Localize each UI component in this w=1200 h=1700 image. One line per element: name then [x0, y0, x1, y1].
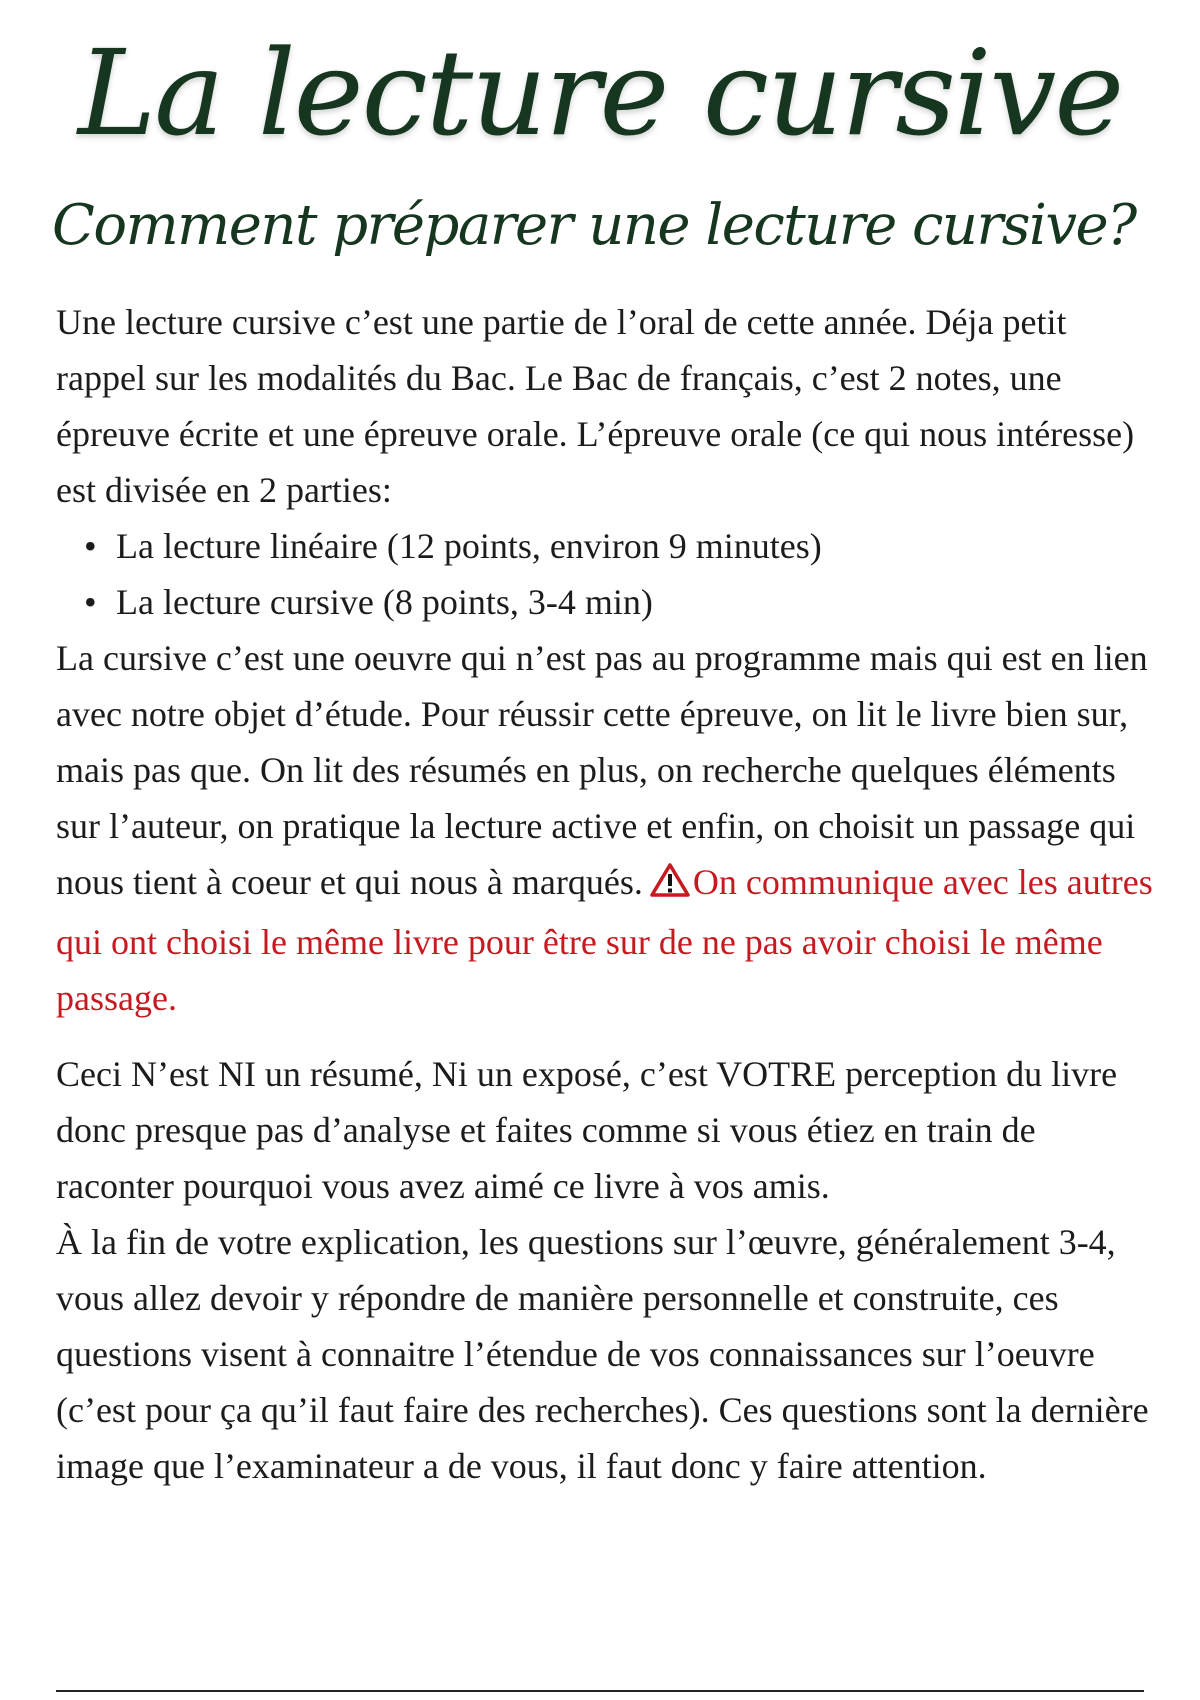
- perception-paragraph: Ceci N’est NI un résumé, Ni un exposé, c’est VOTRE perception du livre donc presque pas d’analyse et faites comme si vous étiez en train de raconter pourquoi vous avez aimé ce livre à vos amis.: [56, 1054, 1118, 1206]
- list-item-text: La lecture linéaire (12 points, environ 9 minutes): [116, 526, 822, 566]
- spacer: [56, 1026, 1156, 1046]
- list-item-text: La lecture cursive (8 points, 3-4 min): [116, 582, 653, 622]
- questions-paragraph: À la fin de votre explication, les questions sur l’œuvre, généralement 3-4, vous allez devoir y répondre de manière personnelle et construite, ces questions visent à connaitre l’étendue de vos connaissances sur l’oeuvre (c’est pour ça qu’il faut faire des recherches). Ces questions sont la dernière image que l’examinateur a de vous, il faut donc y faire attention.: [56, 1222, 1149, 1486]
- oral-parts-list: [56, 518, 1156, 630]
- bottom-divider: [56, 1690, 1144, 1692]
- intro-paragraph: Une lecture cursive c’est une partie de l’oral de cette année. Déja petit rappel sur les modalités du Bac. Le Bac de français, c’est 2 notes, une épreuve écrite et une épreuve orale. L’épreuve orale (ce qui nous intéresse) est divisée en 2 parties:: [56, 302, 1135, 510]
- list-item: [84, 574, 1156, 630]
- bullet-icon: •: [84, 526, 97, 566]
- method-paragraph: [56, 630, 1156, 1026]
- bullet-icon: •: [84, 582, 97, 622]
- warning-text: On communique avec les autres qui ont choisi le même livre pour être sur de ne pas avoir choisi le même passage.: [56, 862, 1153, 1018]
- list-item: [84, 518, 1156, 574]
- page-title: La lecture cursive: [77, 24, 1123, 162]
- document-body: [56, 294, 1156, 1494]
- method-text: La cursive c’est une oeuvre qui n’est pas au programme mais qui est en lien avec notre objet d’étude. Pour réussir cette épreuve, on lit le livre bien sur, mais pas que. On lit des résumés en plus, on recherche quelques éléments sur l’auteur, on pratique la lecture active et enfin, on choisit un passage qui nous tient à coeur et qui nous à marqués.: [56, 638, 1148, 902]
- warning-triangle-icon: [649, 858, 691, 914]
- page-subtitle: Comment préparer une lecture cursive?: [52, 193, 1136, 258]
